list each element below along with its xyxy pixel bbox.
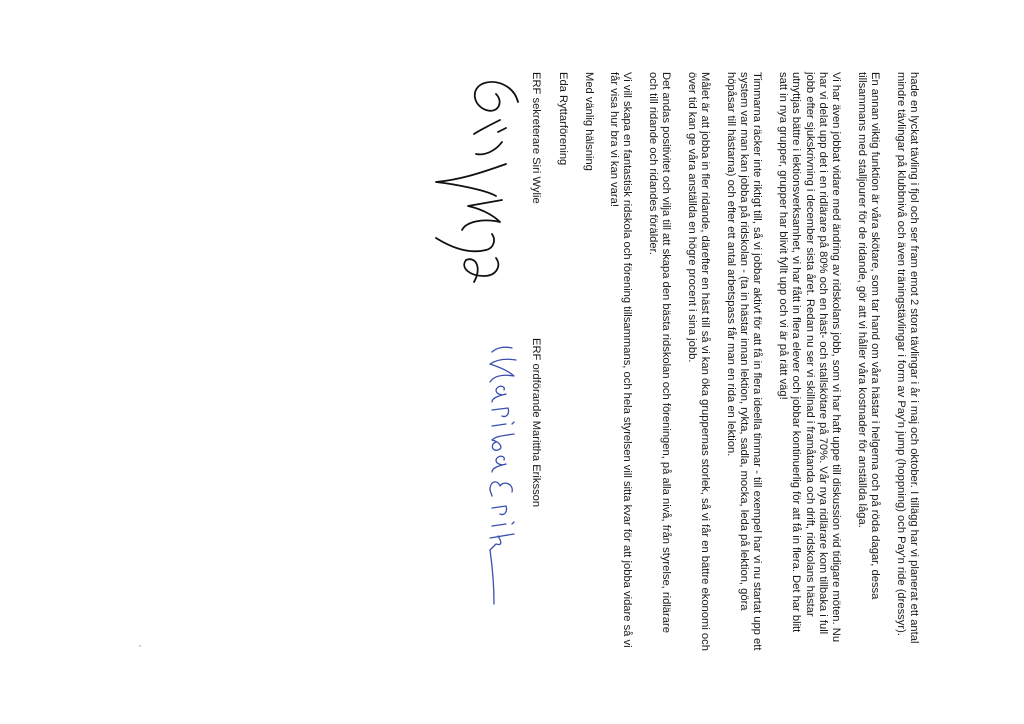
chair-signature-label: ERF ordförande Marittha Eriksson <box>529 338 542 508</box>
scan-speck <box>139 645 141 647</box>
paragraph-goal: Målet är att jobba in fler ridande, därefter en häst till så vi kan öka gruppernas storlek, så vi får en bättre ekonomi och över tid kan ge våra anställda en högre procent i sina jobb. <box>685 72 712 651</box>
secretary-signature-block <box>426 72 541 312</box>
signature-row <box>422 72 542 652</box>
paragraph-positivity: Det andas positivitet och vilja till att skapa den bästa ridskolan och föreningen, på alla nivå, från styrelse, ridlärare och till ridande och ridandes förälder. <box>646 72 673 633</box>
chair-signature-block <box>466 338 541 618</box>
letter-body <box>260 72 920 652</box>
paragraph-grooms: En annan viktig funktion är våra skötare, som tar hand om våra hästar i helgerna och på röda dagar, dessa tillsammans med stalljourer för de ridande, gör att vi håller våra kostnader för anställda låga. <box>855 72 882 600</box>
secretary-handwritten-signature <box>426 72 526 302</box>
paragraph-vision: Vi vill skapa en fantastisk ridskola och förening tillsammans, och hela styrelsen vill sitta kvar för att jobba vidare så vi får visa hur bra vi kan vara! <box>608 72 634 648</box>
secretary-signature-label: ERF sekreterare Siri Wylie <box>529 72 542 204</box>
chair-handwritten-signature <box>466 338 526 608</box>
paragraph-staffing: Vi har även jobbat vidare med ändring av ridskolans jobb, som vi har haft uppe till diskussion vid tidigare möten. Nu har vi delat upp det i en ridlärare på 80% och en häst- och stallskötare på 70%. Vår nya ridlärare kom tillbaka i full jobb efter sjukskrivning i december sista året. Redan nu ser vi skillnad i framåtanda och drift, ridskolans hästar utnyttjas bättre i lektionsverksamhet, vi har fått in flera elever och jobbar kontinuerlig för att få in flera. Det har blitt satt in nya grupper, grupper har blivit fyllt upp och vi är på rätt väg! <box>776 72 843 643</box>
paragraph-competitions: hade en lyckat tävling i fjol och ser fram emot 2 stora tävlingar i år i maj och oktober. I tillägg har vi planerat ett antal mindre tävlingar på klubbnivå och även träningstävlingar i form av Pay'n jump (hoppning) och Pay'n ride (dressyr). <box>894 72 920 644</box>
organization-name: Eda Ryttarförening <box>557 72 570 166</box>
paragraph-volunteer-hours: Timmarna räcker inte riktigt till, så vi jobbar aktivt för att få in flera ideella timmar - till exempel har vi nu startat upp ett system var man kan jobba på ridskolan - (ta in hästar innan lektion, rykta, sadla, mocka, leda på lektion, göra höpåsar till hästarna) och efter ett antal arbetspass får man en rida en lektion. <box>724 72 764 651</box>
closing-greeting: Med vänlig hälsning <box>582 72 595 171</box>
